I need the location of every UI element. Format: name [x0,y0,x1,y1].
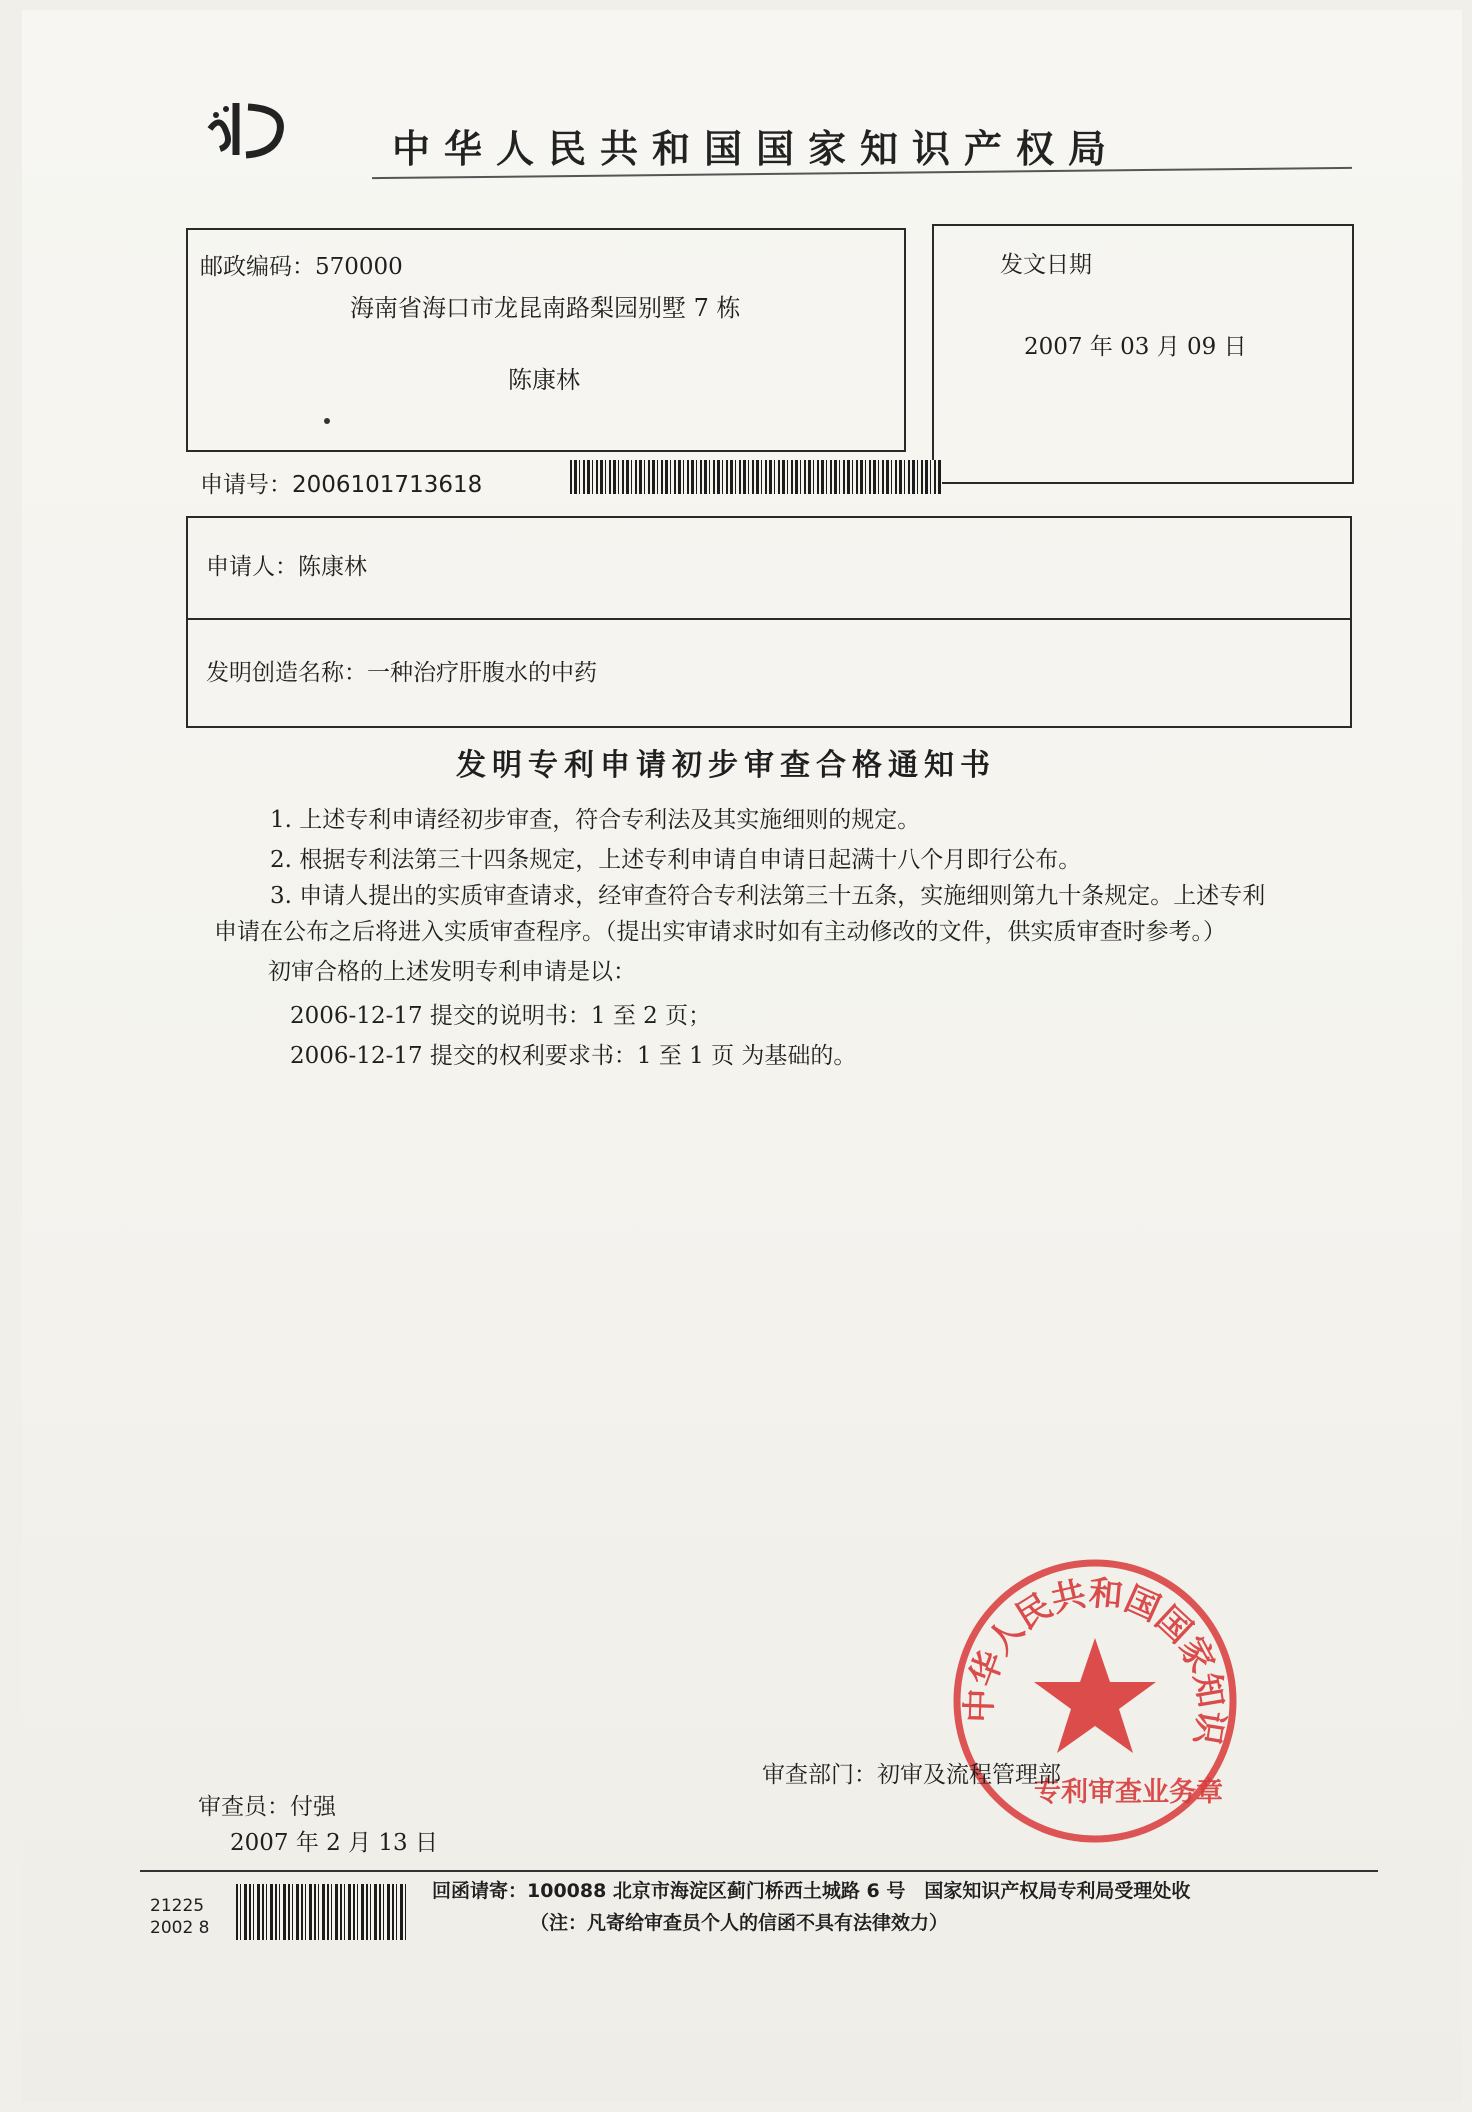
box-divider [186,618,1350,620]
reply-address: 回函请寄：100088 北京市海淀区蓟门桥西土城路 6 号 国家知识产权局专利局受理处收 [432,1880,1191,1902]
application-barcode [570,460,942,494]
notice-item-3-cont: 申请在公布之后将进入实质审查程序。（提出实审请求时如有主动修改的文件，供实质审查时参考。） [214,919,1226,945]
exam-date: 2007 年 2 月 13 日 [230,1830,438,1856]
svg-text:中华人民共和国国家知识产权局 [950,1556,1231,1749]
postal-code: 邮政编码：570000 [200,254,403,280]
sipo-logo-icon [206,95,292,161]
form-barcode [236,1884,406,1940]
footer-note: （注：凡寄给审查员个人的信函不具有法律效力） [530,1912,949,1934]
applicant: 申请人：陈康林 [206,554,367,580]
invention-name: 发明创造名称：一种治疗肝腹水的中药 [206,660,597,686]
issue-date: 2007 年 03 月 09 日 [1024,334,1247,360]
address-line: 海南省海口市龙昆南路梨园别墅 7 栋 [350,294,741,322]
notice-item-1: 1. 上述专利申请经初步审查，符合专利法及其实施细则的规定。 [270,807,921,833]
footer-rule [140,1870,1378,1872]
basis-claims: 2006-12-17 提交的权利要求书：1 至 1 页 为基础的。 [290,1043,857,1069]
exam-department: 审查部门：初审及流程管理部 [762,1762,1061,1788]
seal-center-text: 专利审查业务章 [1034,1777,1223,1808]
recipient-name: 陈康林 [508,366,580,394]
notice-title: 发明专利申请初步审查合格通知书 [456,748,996,783]
basis-description: 2006-12-17 提交的说明书：1 至 2 页； [290,1003,712,1029]
application-number: 申请号：2006101713618 [200,472,483,498]
examiner: 审查员：付强 [198,1794,336,1820]
form-code: 21225 [150,1896,205,1916]
date-label: 发文日期 [1000,252,1092,278]
notice-item-2: 2. 根据专利法第三十四条规定，上述专利申请自申请日起满十八个月即行公布。 [270,847,1082,873]
org-name: 中华人民共和国国家知识产权局 [392,127,1121,171]
form-date: 2002 8 [150,1918,210,1938]
notice-item-3: 3. 申请人提出的实质审查请求，经审查符合专利法第三十五条，实施细则第九十条规定。上述专利 [270,883,1266,909]
ink-dot [324,418,330,424]
basis-intro: 初审合格的上述发明专利申请是以： [268,959,636,985]
seal-ring-label: 中华人民共和国国家知识 [959,1573,1231,1748]
